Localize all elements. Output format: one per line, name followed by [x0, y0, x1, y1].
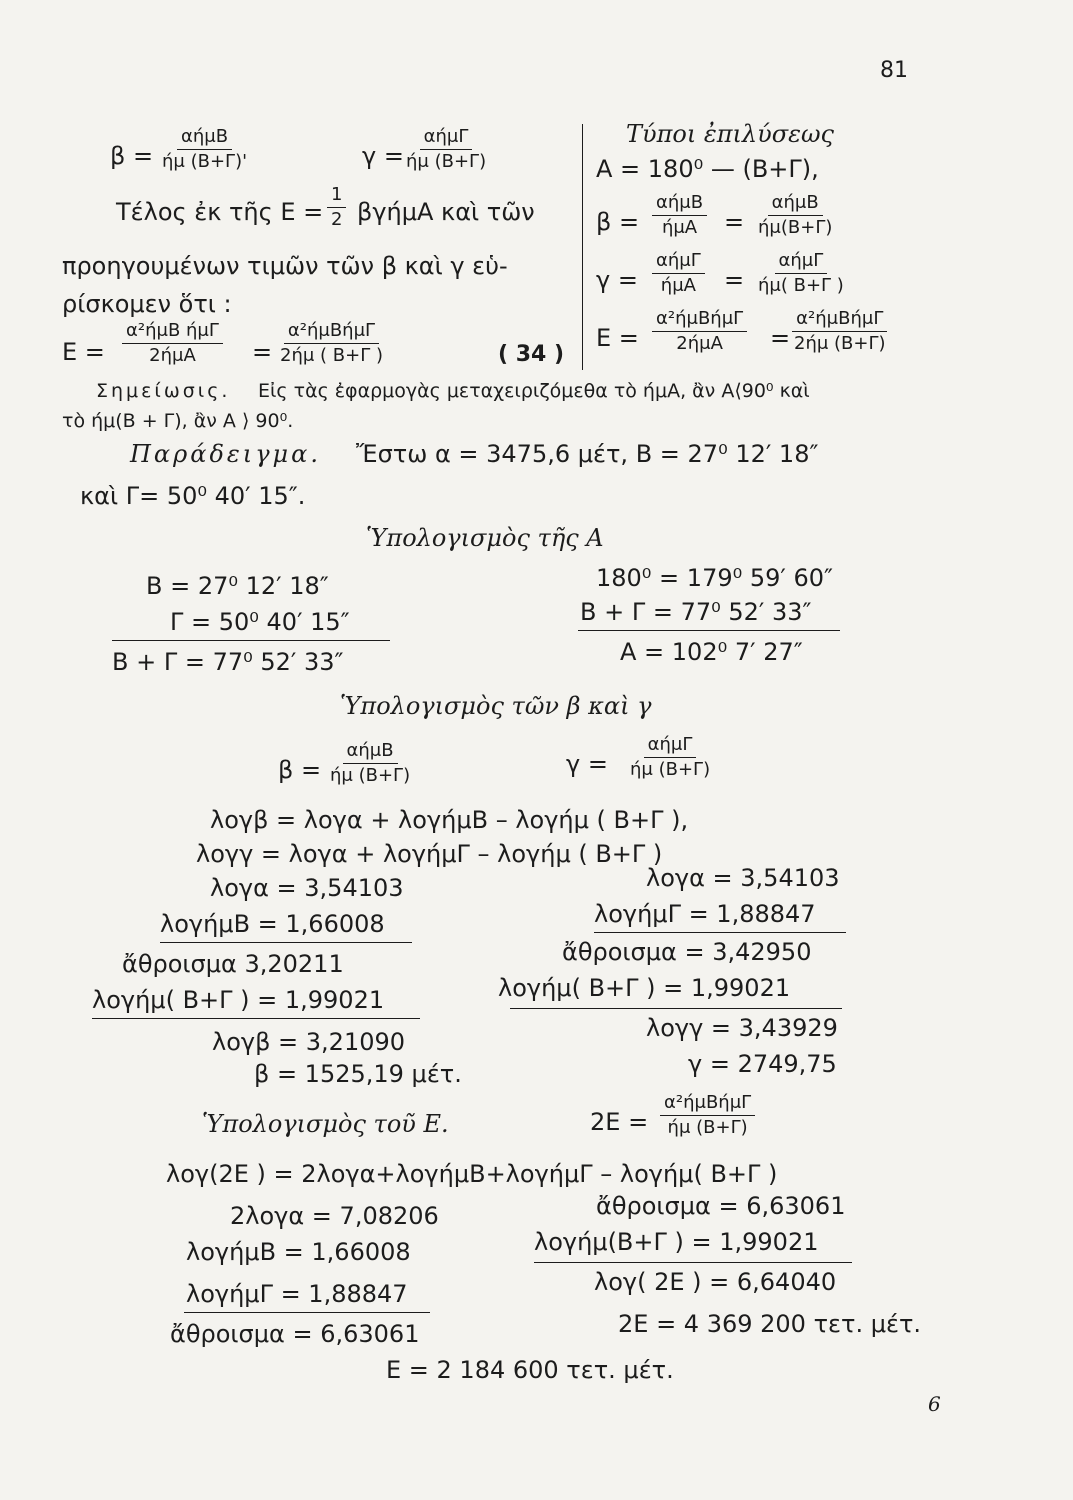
calc-e-right-4: 2E = 4 369 200 τετ. μέτ. [618, 1310, 922, 1338]
box-gamma-fraction-1 [652, 252, 705, 295]
calc-e-main: λογ(2E ) = 2λογα+λογήμΒ+λογήμΓ – λογήμ( Β+Γ ) [166, 1160, 778, 1188]
calc-a-left-rule [112, 640, 390, 641]
calc-a-left-2: Γ = 50⁰ 40′ 15″ [170, 608, 350, 636]
calc-bg-beta-denominator: ήμ (Β+Γ) [330, 765, 411, 786]
calc-e-title: Ὑπολογισμὸς τοῦ E. [202, 1110, 449, 1138]
box-e-f1-denominator: 2ήμΑ [676, 333, 723, 354]
calc-a-right-3: A = 102⁰ 7′ 27″ [620, 638, 803, 666]
telos-prefix: Τέλος ἐκ τῆς E = [116, 198, 324, 226]
box-beta-lhs: β = [596, 208, 640, 236]
gamma-fraction [402, 128, 490, 171]
box-e-fraction-2 [790, 310, 890, 353]
calc-e-left-rule [184, 1312, 430, 1313]
calc-bg-left-2: λογήμΒ = 1,66008 [160, 910, 385, 938]
telos-suffix: βγήμΑ καὶ τῶν [357, 198, 535, 226]
text-line-riskomen: ρίσκομεν ὅτι : [62, 290, 232, 318]
calc-bg-left-3: ἄθροισμα 3,20211 [122, 950, 344, 978]
calc-bg-right-6: γ = 2749,75 [688, 1050, 837, 1078]
calc-a-right-1: 180⁰ = 179⁰ 59′ 60″ [596, 564, 833, 592]
calc-bg-title: Ὑπολογισμὸς τῶν β καὶ γ [340, 692, 652, 720]
box-gamma-f2-denominator: ήμ( Β+Γ ) [758, 275, 844, 296]
calc-bg-left-4: λογήμ( Β+Γ ) = 1,99021 [92, 986, 385, 1014]
beta-numerator: αήμΒ [177, 128, 232, 150]
box-a-line: A = 180⁰ — (Β+Γ), [596, 155, 819, 183]
calc-a-title: Ὑπολογισμὸς τῆς A [366, 524, 604, 552]
e-lhs: E = [62, 338, 105, 366]
e-fraction-2-numerator: α²ήμΒήμΓ [284, 322, 379, 344]
calc-bg-gamma-numerator: αήμΓ [644, 736, 697, 758]
note-text-1: Εἰς τὰς ἐφαρμογὰς μεταχειριζόμεθα τὸ ήμΑ, ἂν Α⟨90⁰ καὶ [258, 380, 810, 402]
calc-e-fraction [660, 1094, 755, 1137]
calc-bg-beta-fraction [326, 742, 414, 785]
calc-bg-left-5: λογβ = 3,21090 [212, 1028, 406, 1056]
box-gamma-f2-numerator: αήμΓ [775, 252, 828, 274]
box-e-fraction-1 [652, 310, 747, 353]
e-equals: = [252, 338, 273, 366]
gamma-denominator: ήμ (Β+Γ) [406, 151, 487, 172]
box-title: Τύποι ἐπιλύσεως [626, 120, 834, 148]
note-text-2: τὸ ήμ(Β + Γ), ἂν Α ⟩ 90⁰. [62, 410, 294, 432]
beta-denominator: ήμ (Β+Γ)' [162, 151, 248, 172]
box-gamma-equals: = [724, 266, 745, 294]
calc-e-left-1: 2λογα = 7,08206 [230, 1202, 439, 1230]
calc-e-right-1: ἄθροισμα = 6,63061 [596, 1192, 846, 1220]
e-fraction-2-denominator: 2ήμ ( Β+Γ ) [280, 345, 383, 366]
box-gamma-f1-denominator: ήμΑ [660, 275, 696, 296]
e-fraction-2 [276, 322, 387, 365]
calc-bg-beta-numerator: αήμΒ [343, 742, 398, 764]
e-fraction-1-numerator: α²ήμΒ ήμΓ [122, 322, 223, 344]
footer-signature-number: 6 [928, 1392, 941, 1416]
calc-bg-gamma-lhs: γ = [566, 750, 608, 778]
calc-e-left-2: λογήμΒ = 1,66008 [186, 1238, 411, 1266]
box-e-f2-numerator: α²ήμΒήμΓ [792, 310, 887, 332]
calc-a-right-2: Β + Γ = 77⁰ 52′ 33″ [580, 598, 812, 626]
box-beta-equals: = [724, 208, 745, 236]
note-label: Σημείωσις. [96, 380, 231, 402]
calc-e-numerator: α²ήμΒήμΓ [660, 1094, 755, 1116]
calc-bg-right-4: λογήμ( Β+Γ ) = 1,99021 [498, 974, 791, 1002]
box-gamma-f1-numerator: αήμΓ [652, 252, 705, 274]
calc-bg-beta-lhs: β = [278, 756, 322, 784]
calc-bg-left-1: λογα = 3,54103 [210, 874, 404, 902]
box-gamma-lhs: γ = [596, 266, 638, 294]
e-fraction-1 [122, 322, 223, 365]
box-gamma-fraction-2 [754, 252, 848, 295]
box-beta-fraction-2 [754, 194, 836, 237]
example-text-1: Ἔστω α = 3475,6 μέτ, Β = 27⁰ 12′ 18″ [356, 440, 819, 468]
box-beta-f2-denominator: ήμ(Β+Γ) [758, 217, 833, 238]
calc-bg-gamma-denominator: ήμ (Β+Γ) [630, 759, 711, 780]
calc-bg-right-rule-1 [594, 932, 846, 933]
calc-bg-left-rule-1 [160, 942, 412, 943]
calc-e-lhs: 2E = [590, 1108, 649, 1136]
page-number: 81 [880, 58, 908, 83]
box-beta-f2-numerator: αήμΒ [768, 194, 823, 216]
calc-bg-left-rule-2 [92, 1018, 420, 1019]
example-text-2: καὶ Γ= 50⁰ 40′ 15″. [80, 482, 306, 510]
box-e-f1-numerator: α²ήμΒήμΓ [652, 310, 747, 332]
half-fraction [327, 186, 346, 229]
calc-a-left-3: Β + Γ = 77⁰ 52′ 33″ [112, 648, 344, 676]
calc-bg-right-rule-2 [510, 1008, 842, 1009]
calc-bg-right-2: λογήμΓ = 1,88847 [594, 900, 816, 928]
calc-bg-right-5: λογγ = 3,43929 [646, 1014, 838, 1042]
calc-bg-left-6: β = 1525,19 μέτ. [254, 1060, 462, 1088]
column-divider [582, 124, 583, 370]
calc-e-left-3: λογήμΓ = 1,88847 [186, 1280, 408, 1308]
calc-bg-right-1: λογα = 3,54103 [646, 864, 840, 892]
calc-a-right-rule [578, 630, 840, 631]
example-label: Παράδειγμα. [130, 440, 321, 468]
calc-e-left-4: ἄθροισμα = 6,63061 [170, 1320, 420, 1348]
gamma-numerator: αήμΓ [420, 128, 473, 150]
calc-bg-log-beta: λογβ = λογα + λογήμΒ – λογήμ ( Β+Γ ), [210, 806, 689, 834]
equation-number: ( 34 ) [498, 342, 565, 367]
box-e-f2-denominator: 2ήμ (Β+Γ) [794, 333, 886, 354]
half-numerator: 1 [327, 186, 346, 208]
box-e-equals: = [770, 324, 791, 352]
calc-e-right-rule [534, 1262, 852, 1263]
half-denominator: 2 [331, 209, 343, 230]
calc-e-right-3: λογ( 2E ) = 6,64040 [594, 1268, 837, 1296]
beta-lhs: β = [110, 142, 154, 170]
e-fraction-1-denominator: 2ήμΑ [149, 345, 196, 366]
box-beta-fraction-1 [652, 194, 707, 237]
calc-e-denominator: ήμ (Β+Γ) [667, 1117, 748, 1138]
calc-e-final: E = 2 184 600 τετ. μέτ. [386, 1356, 674, 1384]
calc-a-left-1: Β = 27⁰ 12′ 18″ [146, 572, 329, 600]
box-beta-f1-denominator: ήμΑ [661, 217, 698, 238]
calc-e-right-2: λογήμ(Β+Γ ) = 1,99021 [534, 1228, 819, 1256]
calc-bg-log-gamma: λογγ = λογα + λογήμΓ – λογήμ ( Β+Γ ) [196, 840, 663, 868]
text-line-proigoumenon: προηγουμένων τιμῶν τῶν β καὶ γ εὑ- [62, 252, 508, 280]
gamma-lhs: γ = [362, 142, 404, 170]
calc-bg-right-3: ἄθροισμα = 3,42950 [562, 938, 812, 966]
box-beta-f1-numerator: αήμΒ [652, 194, 707, 216]
beta-fraction [158, 128, 251, 171]
box-e-lhs: E = [596, 324, 639, 352]
calc-bg-gamma-fraction [626, 736, 714, 779]
